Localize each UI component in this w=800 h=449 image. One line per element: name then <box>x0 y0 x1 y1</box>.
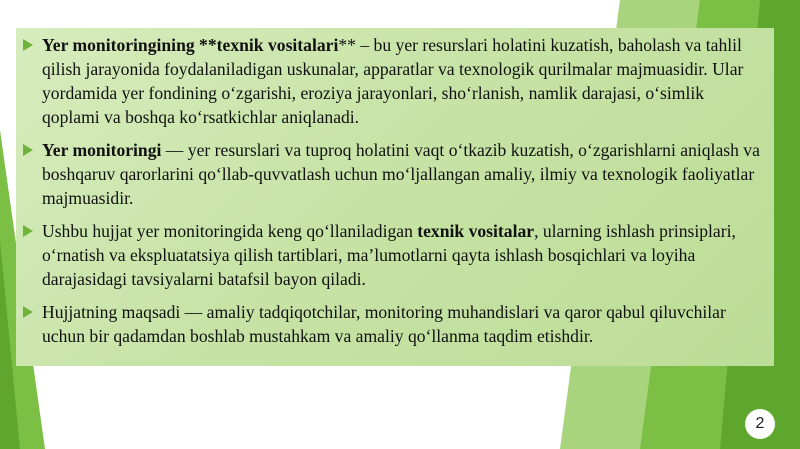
page-number: 2 <box>745 409 775 439</box>
bullet-3-bold: texnik vositalar <box>417 221 535 241</box>
bullet-2-text: — yer resurslari va tuproq holatini vaqt oʻtkazib kuzatish, oʻzgarishlarni aniqlash va boshqaruv qarorlarini qoʻllab-quvvatlash uchun moʻljallangan amaliy, ilmiy va texnologik faoliyatlar majmuasidir. <box>42 140 760 208</box>
bullet-4-text: Hujjatning maqsadi — amaliy tadqiqotchilar, monitoring muhandislari va qaror qabul qiluvchilar uchun bir qadamdan boshlab mustahkam va amaliy qoʻllanma taqdim etishdir. <box>42 302 726 346</box>
bullet-item-2 <box>42 138 764 210</box>
bullet-3-post: , ularning ishlash prinsiplari, oʻrnatish va ekspluatatsiya qilish tartiblari, maʼlumotlarni qayta ishlash bosqichlari va loyiha darajasidagi tavsiyalarni batafsil bayon qiladi. <box>42 221 736 289</box>
bullet-item-4 <box>42 300 764 348</box>
bullet-3-pre: Ushbu hujjat yer monitoringida keng qoʻllaniladigan <box>42 221 418 241</box>
bullet-arrow-icon <box>23 39 33 51</box>
bullet-arrow-icon <box>23 225 33 237</box>
bullet-item-3 <box>42 219 764 291</box>
bullet-item-1 <box>42 33 764 129</box>
bullet-arrow-icon <box>23 306 33 318</box>
bullet-2-bold: Yer monitoringi <box>42 140 162 160</box>
bullet-1-bold: Yer monitoringining **texnik vositalari <box>42 35 339 55</box>
text-content-box <box>16 28 774 366</box>
bullet-1-text: ** – bu yer resurslari holatini kuzatish, baholash va tahlil qilish jarayonida foydalaniladigan uskunalar, apparatlar va texnologik qurilmalar majmuasidir. Ular yordamida yer fondining oʻzgarishi, eroziya jarayonlari, shoʻrlanish, namlik darajasi, oʻsimlik qoplami va boshqa koʻrsatkichlar aniqlanadi. <box>42 35 744 127</box>
bullet-arrow-icon <box>23 144 33 156</box>
